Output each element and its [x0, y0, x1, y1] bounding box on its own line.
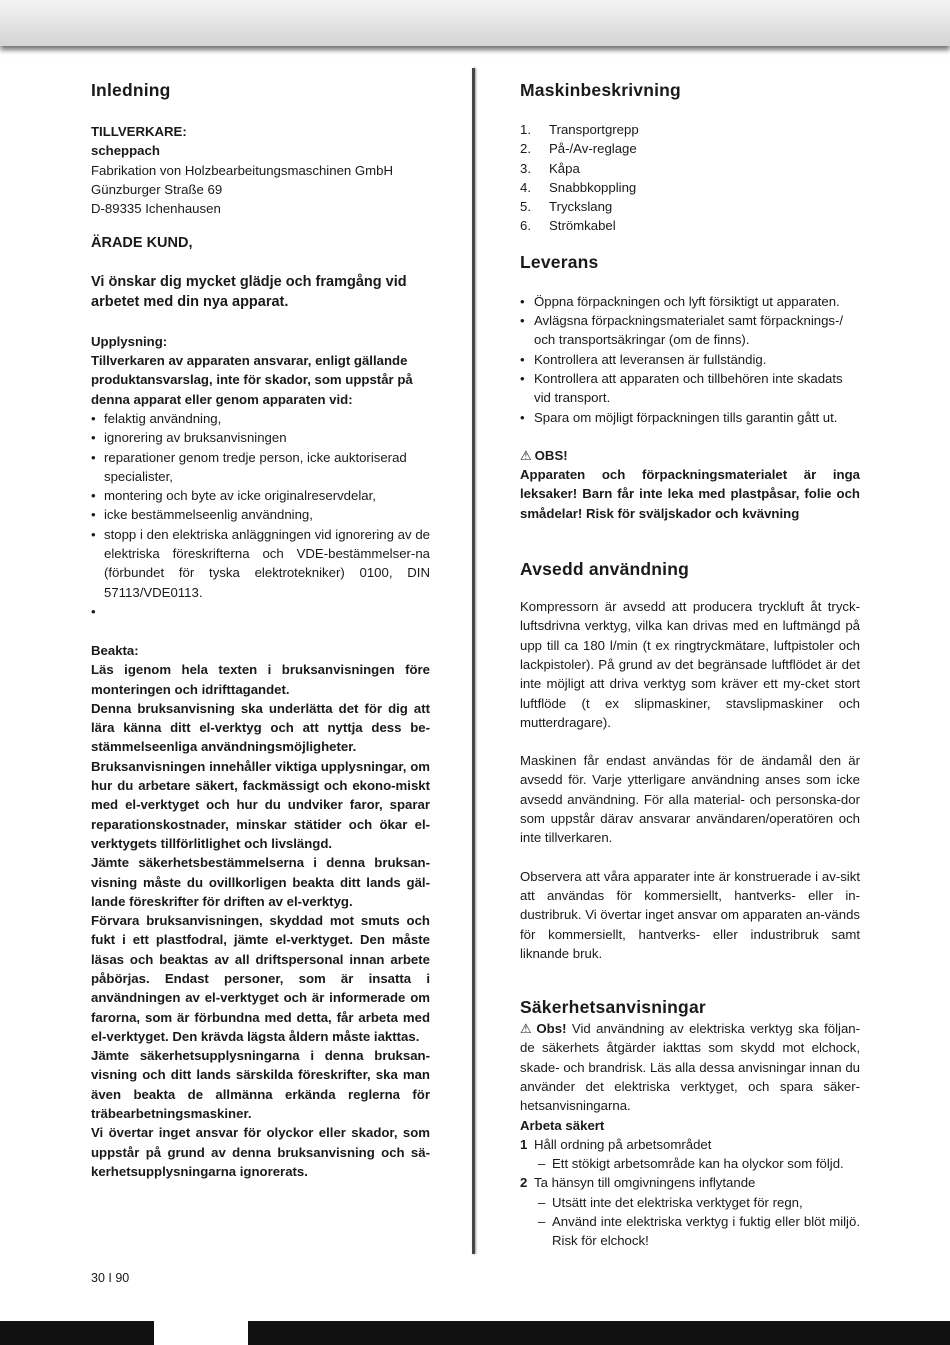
observe-paragraph: Jämte säkerhetsupplysningarna i denna bruksan-visning och ditt lands särskilda föreskrifter, ska man även beakta de allmänna erkända reglerna för träbearbetningsmaskiner.	[91, 1048, 430, 1122]
notice-label: Upplysning:	[91, 333, 168, 349]
machine-heading: Maskinbeskrivning	[520, 80, 681, 100]
intro-heading: Inledning	[91, 80, 171, 100]
footer-bar-gap	[154, 1321, 248, 1345]
list-item: • ignorering av bruksanvisningen	[91, 428, 430, 447]
list-item: • Avlägsna förpackningsmaterialet samt förpacknings-/ och transportsäkringar (om de finns).	[520, 311, 860, 350]
observe-paragraph: Vi övertar inget ansvar för olyckor eller skador, som uppstår på grund av denna bruksanvisning och sä-kerhetsupplysningarna ignorerats.	[91, 1125, 430, 1179]
safety-step: 2 Ta hänsyn till omgivningens inflytande	[520, 1175, 756, 1191]
work-safe-label: Arbeta säkert	[520, 1117, 605, 1133]
intended-use-heading: Avsedd användning	[520, 559, 690, 580]
manufacturer-name: scheppach	[91, 143, 160, 159]
warning-icon: ⚠	[520, 1021, 534, 1037]
list-item: • Öppna förpackningen och lyft försiktigt ut apparaten.	[520, 292, 860, 311]
obs-heading: ⚠ OBS!	[520, 447, 568, 463]
safety-sub-item: – Använd inte elektriska verktyg i fuktig eller blöt miljö. Risk för elchock!	[538, 1214, 860, 1249]
left-column	[91, 78, 430, 1181]
list-item: 3. Kåpa	[520, 160, 580, 176]
list-item: 2. På-/Av-reglage	[520, 141, 637, 157]
address-line: Günzburger Straße 69	[91, 181, 223, 197]
list-item: 6. Strömkabel	[520, 218, 616, 234]
safety-sub-item: – Ett stökigt arbetsområde kan ha olyckor som följd.	[538, 1156, 844, 1172]
page-number: 30 I 90	[91, 1271, 130, 1285]
header-band	[0, 0, 950, 46]
right-column	[520, 78, 860, 1251]
list-item: • felaktig användning,	[91, 409, 430, 428]
warning-icon: ⚠	[520, 447, 532, 463]
use-paragraph: Kompressorn är avsedd att producera tryckluft åt tryck-luftsdrivna verktyg, vilka kan drivas med en luftmängd på upp till ca 180 l/min (t ex ringtryckmätare, luftpistoler och lackpistoler). På grund av det begränsade luftflödet är det inte möjligt att driva verktyg som kräver ett my-cket stort luftflöde (t ex slipmaskiner, stavslipmaskiner och mutterdragare).	[520, 599, 860, 730]
safety-step: 1 Håll ordning på arbetsområdet	[520, 1136, 712, 1152]
greeting: ÄRADE KUND,	[91, 235, 193, 252]
list-item: • stopp i den elektriska anläggningen vid ignorering av de elektriska föreskrifterna och VDE-bestämmelser-na (förbundet för tyska elektrotekniker) 0100, DIN 57113/VDE0113.	[91, 525, 430, 602]
observe-paragraph: Förvara bruksanvisningen, skyddad mot smuts och fukt i ett plastfodral, jämte el-verktyget. Den måste läsas och beaktas av all driftspersonal innan arbete påbörjas. Endast personer, som är insatta i användningen av el-verktyget och är informerade om farorna, som är förbundna med detta, får arbeta med el-verktyget. Den krävda lägsta åldern måste iakttas.	[91, 913, 430, 1044]
address-line: Fabrikation von Holzbearbeitungsmaschinen GmbH	[91, 162, 393, 178]
list-item: • Spara om möjligt förpackningen tills garantin gått ut.	[520, 408, 860, 427]
list-item: 1. Transportgrepp	[520, 122, 639, 137]
safety-intro: ⚠ Obs! Vid användning av elektriska verktyg ska följan-de säkerhets åtgärder iakttas som skydd mot elchock, skade- och brandrisk. Läs alla dessa anvisningar innan du använder det elektriska verktyget, och spara säker-hetsanvisningarna.	[520, 1021, 861, 1114]
notice-text: Tillverkaren av apparaten ansvarar, enligt gällande produktansvarslag, inte för skador, som uppstår på denna apparat eller genom apparaten vid:	[91, 353, 413, 407]
delivery-list	[520, 292, 860, 427]
list-item: • montering och byte av icke originalreservdelar,	[91, 486, 430, 505]
safety-heading: Säkerhetsanvisningar	[520, 997, 706, 1018]
machine-parts-list	[520, 120, 860, 236]
obs-text: Apparaten och förpackningsmaterialet är inga leksaker! Barn får inte leka med plastpåsar, folie och smådelar! Risk för sväljskador och kvävning	[520, 467, 860, 521]
use-paragraph: Observera att våra apparater inte är konstruerade i av-sikt att användas för kommersiellt, hantverks- eller in-dustribruk. Vi övertar inget ansvar om apparaten an-vänds för kommersiellt, hantverks- eller industribruk samt liknande bruk.	[520, 868, 860, 961]
observe-paragraph: Denna bruksanvisning ska underlätta det för dig att lära känna ditt el-verktyg och att nyttja dess be-stämmelseenliga användningsmöjligheter.	[91, 700, 430, 755]
list-item: • Kontrollera att apparaten och tillbehören inte skadats vid transport.	[520, 369, 860, 408]
list-item: 4. Snabbkoppling	[520, 179, 637, 195]
list-item: 5. Tryckslang	[520, 199, 613, 215]
list-item	[91, 602, 430, 621]
address-line: D-89335 Ichenhausen	[91, 201, 221, 217]
safety-sub-item: – Utsätt inte det elektriska verktyget för regn,	[538, 1194, 803, 1210]
list-item: • icke bestämmelseenlig användning,	[91, 505, 430, 524]
observe-label: Beakta:	[91, 642, 139, 658]
notice-list	[91, 409, 430, 621]
use-paragraph: Maskinen får endast användas för de ändamål den är avsedd för. Varje ytterligare användning anses som icke avsedd användning. För alla material- och personska-dor som uppstår därav ansvarar användaren/operatören och inte tillverkaren.	[520, 753, 860, 846]
delivery-heading: Leverans	[520, 251, 599, 272]
observe-paragraph: Läs igenom hela texten i bruksanvisningen före monteringen och idrifttagandet.	[91, 662, 430, 697]
manufacturer-label: TILLVERKARE:	[91, 124, 187, 139]
list-item: • reparationer genom tredje person, icke auktoriserad specialister,	[91, 448, 430, 487]
footer-bar	[0, 1321, 950, 1345]
observe-paragraph: Bruksanvisningen innehåller viktiga upplysningar, om hur du arbetare säkert, fackmässigt och ekono-miskt med el-verktyget och hur du undviker faror, sparar reparationskostnader, minskar stätider och ökar el-verktygets tillförlitlighet och livslängd.	[91, 758, 430, 851]
column-divider	[472, 68, 475, 1254]
list-item: • Kontrollera att leveransen är fullständig.	[520, 350, 860, 369]
wish-text: Vi önskar dig mycket glädje och framgång vid arbetet med din nya apparat.	[91, 273, 407, 310]
observe-paragraph: Jämte säkerhetsbestämmelserna i denna bruksan-visning måste du ovillkorligen beakta ditt lands gäl-lande föreskrifter för driften av el-verktyg.	[91, 855, 430, 909]
